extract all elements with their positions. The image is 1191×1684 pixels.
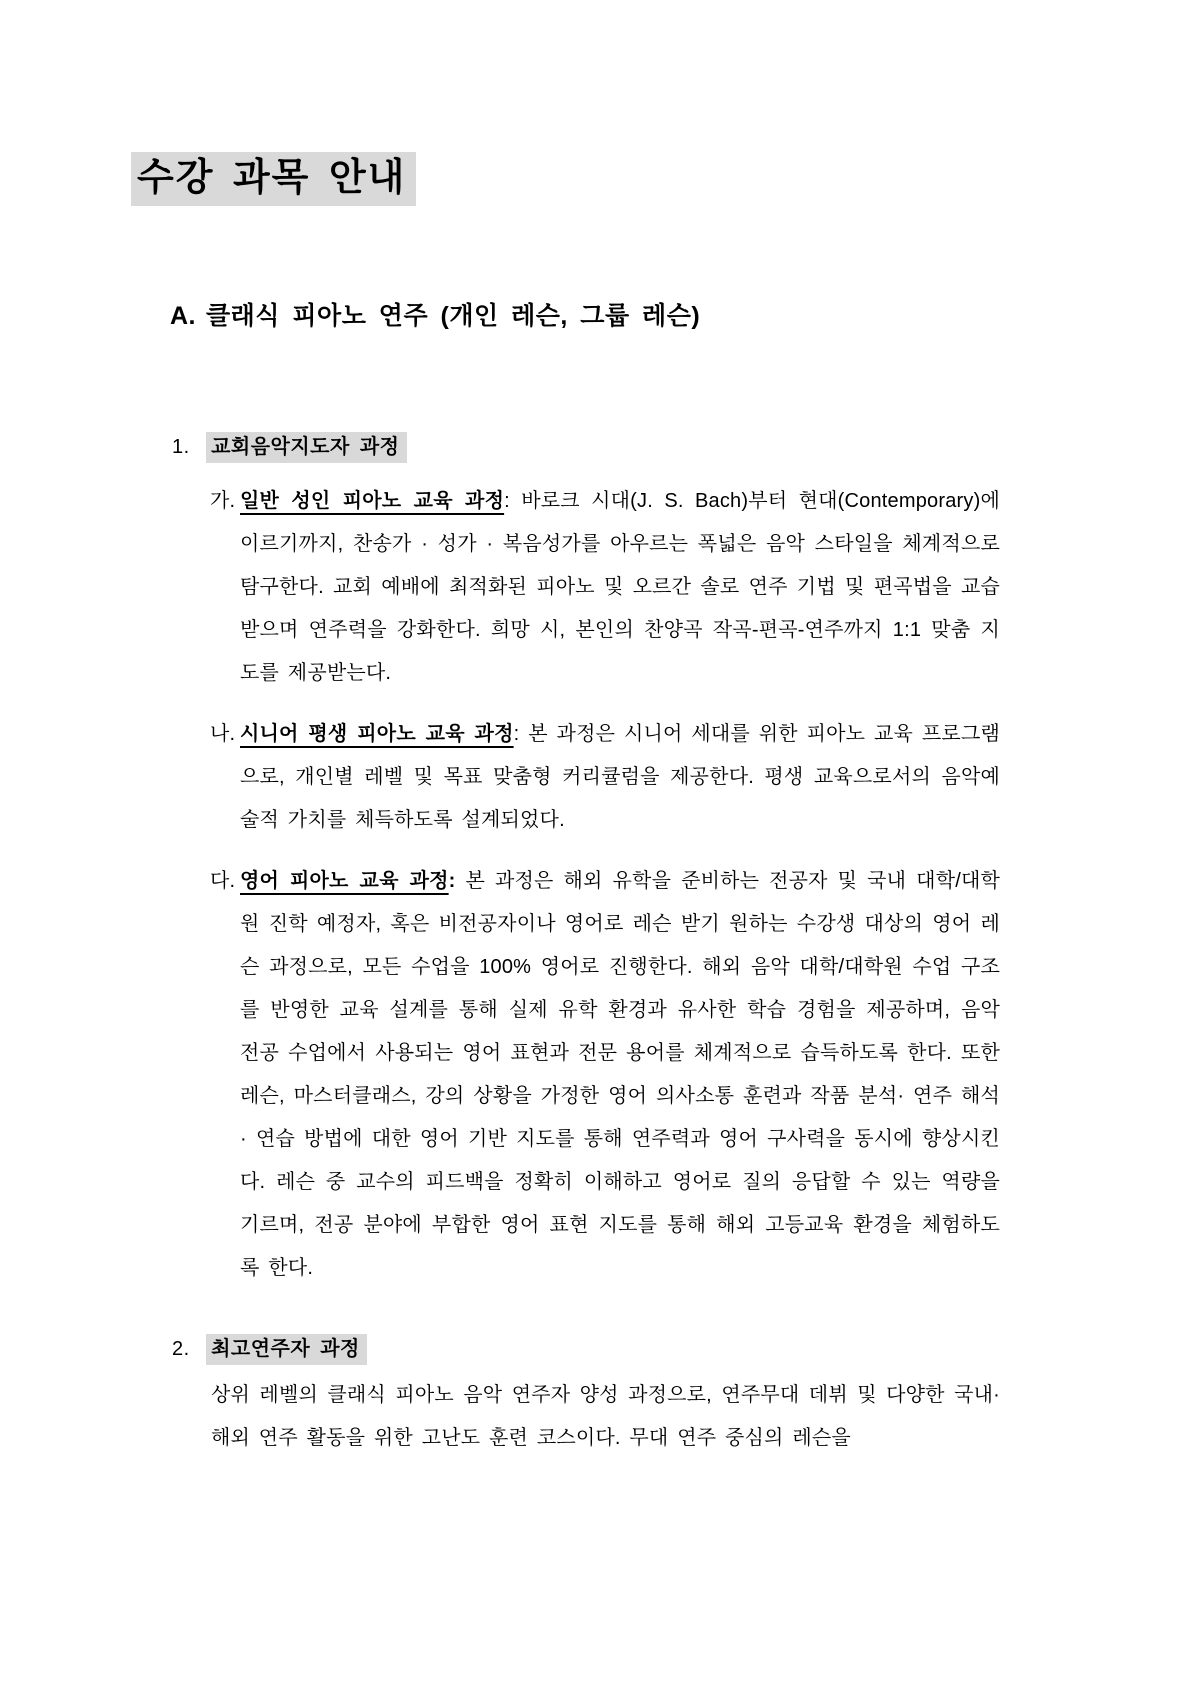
item2-number: 2. [172,1338,190,1361]
item1-heading [172,432,1000,462]
sub-item-da-body: 본 과정은 해외 유학을 준비하는 전공자 및 국내 대학/대학원 진학 예정자, 혹은 비전공자이나 영어로 레슨 받기 원하는 수강생 대상의 영어 레슨 과정으로, 모든 수업을 100% 영어로 진행한다. 해외 음악 대학/대학원 수업 구조를 반영한 교육 설계를 통해 실제 유학 환경과 유사한 학습 경험을 제공하며, 음악 전공 수업에서 사용되는 영어 표현과 전문 용어를 체계적으로 습득하도록 한다. 또한 레슨, 마스터클래스, 강의 상황을 가정한 영어 의사소통 훈련과 작품 분석· 연주 해석· 연습 방법에 대한 영어 기반 지도를 통해 연주력과 영어 구사력을 동시에 향상시킨다. 레슨 중 교수의 피드백을 정확히 이해하고 영어로 질의 응답할 수 있는 역량을 기르며, 전공 분야에 부합한 영어 표현 지도를 통해 해외 고등교육 환경을 체험하도록 한다. [240,870,1001,1280]
sub-item-ga [210,480,1000,695]
item2-heading [172,1334,1000,1364]
sub-item-ga-heading: 일반 성인 피아노 교육 과정 [240,490,505,513]
sub-item-da [210,860,1000,1290]
sub-item-na-body: 본 과정은 시니어 세대를 위한 피아노 교육 프로그램으로, 개인별 레벨 및 목표 맞춤형 커리큘럼을 제공한다. 평생 교육으로서의 음악예술적 가치를 체득하도록 설계되었다. [240,723,1000,832]
sub-item-na-colon: : [513,723,520,746]
section-a-title: 클래식 피아노 연주 (개인 레슨, 그룹 레슨) [206,301,701,330]
item1-number: 1. [172,436,190,459]
section-a-heading [170,300,1000,333]
sub-item-ga-colon: : [504,490,510,513]
page-title-text: 수강 과목 안내 [131,152,416,206]
sub-item-ga-body: 바로크 시대(J. S. Bach)부터 현대(Contemporary)에 이르기까지, 찬송가 · 성가 · 복음성가를 아우르는 폭넓은 음악 스타일을 체계적으로 탐구한다. 교회 예배에 최적화된 피아노 및 오르간 솔로 연주 기법 및 편곡법을 교습 받으며 연주력을 강화한다. 희망 시, 본인의 찬양곡 작곡-편곡-연주까지 1:1 맞춤 지도를 제공받는다. [240,490,1000,685]
item2-body: 상위 레벨의 클래식 피아노 음악 연주자 양성 과정으로, 연주무대 데뷔 및 다양한 국내·해외 연주 활동을 위한 고난도 훈련 코스이다. 무대 연주 중심의 레슨을 [211,1384,1000,1450]
sub-item-ga-label: 가. [210,490,236,513]
sub-item-na-heading: 시니어 평생 피아노 교육 과정 [240,723,514,746]
sub-item-na [210,713,1000,842]
sub-item-na-label: 나. [210,723,236,746]
item2-title: 최고연주자 과정 [206,1334,367,1365]
sub-item-da-label: 다. [210,870,236,893]
sub-item-da-heading: 영어 피아노 교육 과정 [240,870,449,893]
sub-item-da-colon: : [448,870,456,893]
section-a-label: A. [170,301,196,330]
item1-title: 교회음악지도자 과정 [206,432,406,463]
page-title [131,156,1000,202]
